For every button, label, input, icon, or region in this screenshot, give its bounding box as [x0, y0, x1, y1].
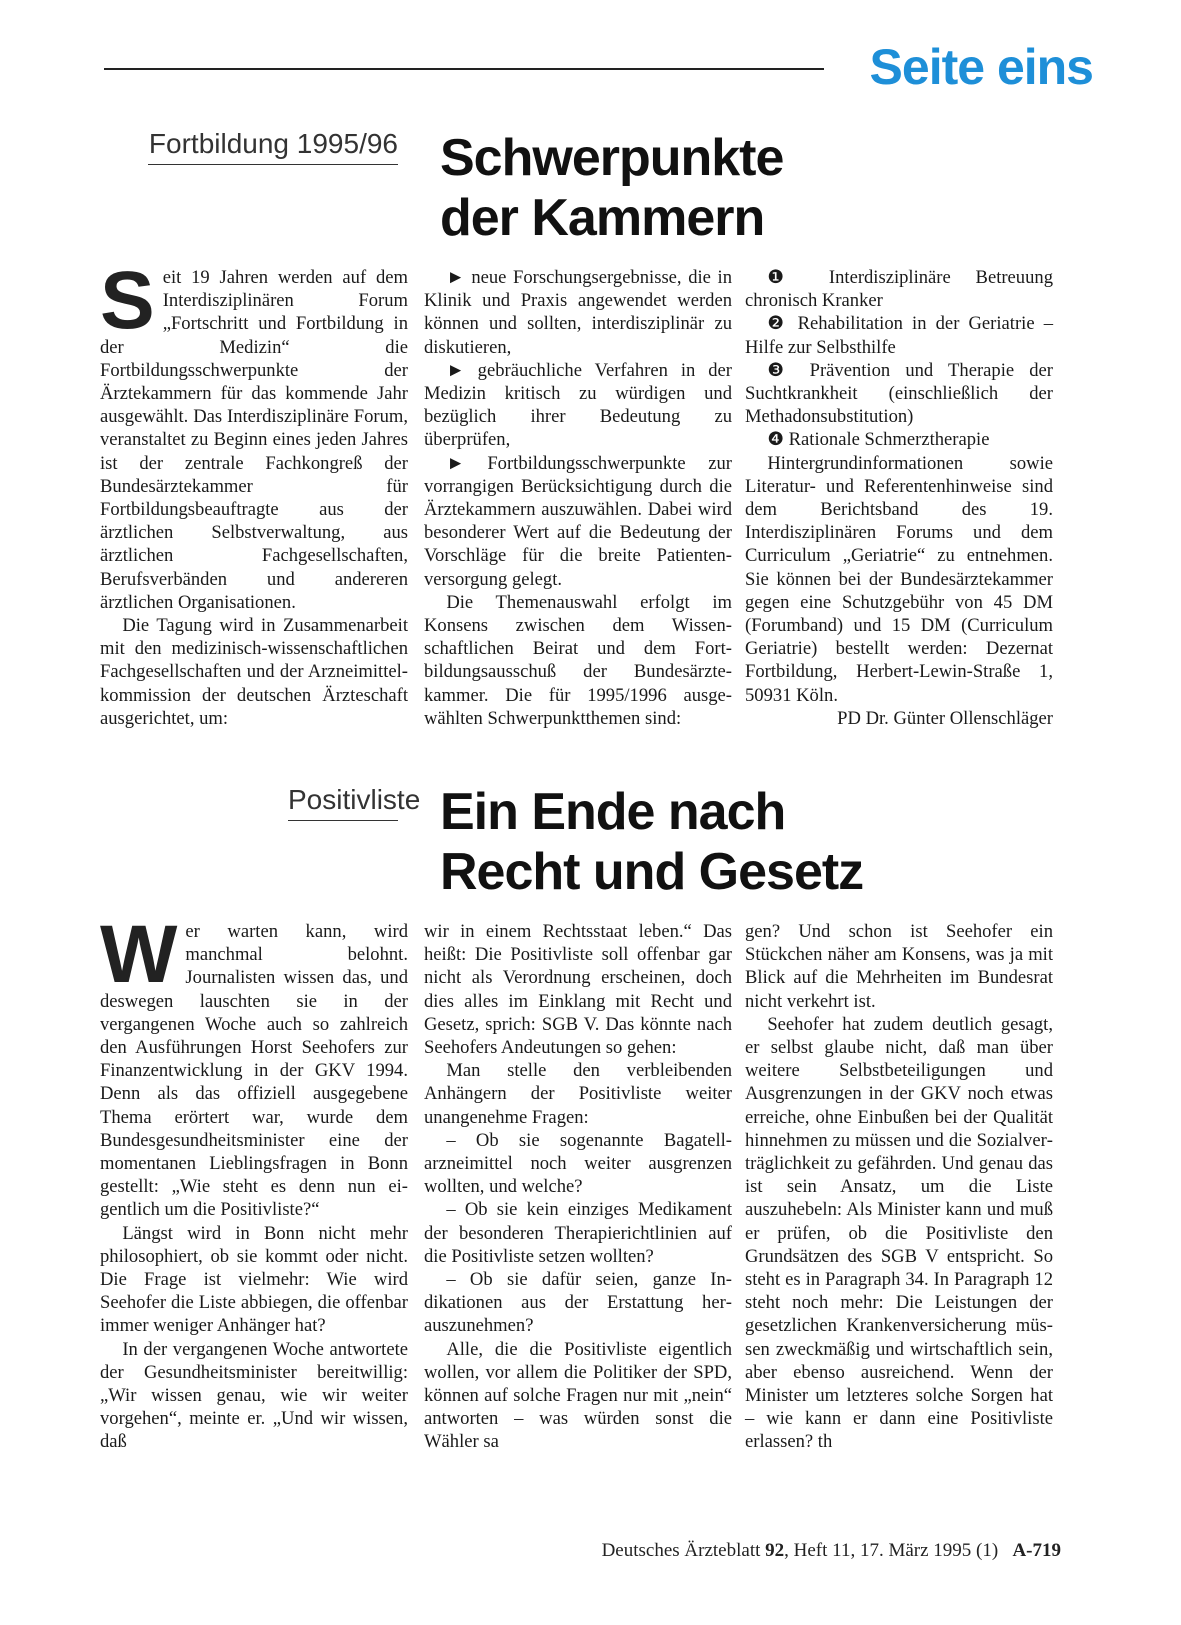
article1-rubric: Fortbildung 1995/96: [148, 128, 398, 165]
page-footer: [602, 1540, 1061, 1562]
article2-headline-line2: Recht und Gesetz: [440, 843, 864, 901]
article1-column-3: [745, 266, 1053, 730]
article1-headline: [440, 128, 783, 248]
article2-headline-line1: Ein Ende nach: [440, 783, 786, 841]
article1-dropcap: S: [100, 255, 155, 346]
article2-question: – Ob sie sogenannte Bagatellarzneimittel noch weiter ausgrenzen wollten, und welche?: [424, 1129, 732, 1198]
article1-bullet: ► Fortbildungsschwerpunkte zur vorrangigen Berücksichtigung durch die Ärztekammern auszuwählen. Dabei wird besonderer Wert auf die Bedeutung der Vorschläge für die breite Patientenversorgung gelegt.: [424, 452, 732, 590]
footer-journal: Deutsches Ärzteblatt: [601, 1540, 761, 1561]
article1-paragraph: Die Tagung wird in Zusammenarbeit mit den medizinisch-wissenschaftlichen Fachgesellschaften und der Arzneimittelkommission der deutschen Ärzteschaft ausgerichtet, um:: [100, 615, 408, 729]
article1-paragraph: Hintergrundinformationen sowie Literatur- und Referentenhinweise sind dem Berichtsband des 19. Interdisziplinären Forums und dem Curriculum „Geriatrie“ zu entnehmen. Sie können bei der Bundesärztekammer gegen eine Schutzgebühr von 45 DM (Forumband) und 15 DM (Curriculum Geriatrie) bestellt werden: Dezernat Fortbildung, Herbert-Lewin-Straße 1, 50931 Köln.: [745, 452, 1053, 706]
article2-paragraph: er warten kann, wird manchmal belohnt. Journalisten wissen das, und deswegen lauschten sie in der vergangenen Woche auch so zahlreich den Ausführungen Horst Seehofers zur Finanzentwicklung in der GKV 1994. Denn als das offiziell ausgegebene Thema erörtert war, wurde dem Bundesgesundheitsminister eine der momentanen Lieblingsfragen in Bonn gestellt: „Wie steht es denn nun eigentlich um die Positivliste?“: [100, 921, 408, 1221]
article1-column-1: [100, 255, 408, 730]
article1-paragraph: eit 19 Jahren werden auf dem Interdisziplinären Forum „Fortschritt und Fortbildung in der Medizin“ die Fortbildungsschwerpunkte der Ärztekammern für das kommende Jahr ausgewählt. Das Interdisziplinäre Forum, veranstaltet zu Beginn eines jeden Jahres ist der zentrale Fachkongreß der Bundesärztekammer für Fortbildungsbeauftragte aus der ärztlichen Selbstverwaltung, aus ärztlichen Fachgesellschaften, Berufsverbänden und andereren ärztlichen Organisationen.: [100, 267, 408, 613]
article1-paragraph: Die Themenauswahl erfolgt im Konsens zwischen dem Wissenschaftlichen Beirat und dem Fortbildungsausschuß der Bundesärztekammer. Die für 1995/1996 ausgewählten Schwerpunktthemen sind:: [424, 591, 732, 729]
article2-question: – Ob sie dafür seien, ganze Indikationen aus der Erstattung herauszunehmen?: [424, 1269, 732, 1337]
article2-paragraph: Alle, die die Positivliste eigentlich wollen, vor allem die Politiker der SPD, können auf solche Fragen nur mit „nein“ antworten – was würden sonst die Wähler sa: [424, 1338, 732, 1453]
article2-paragraph: Längst wird in Bonn nicht mehr philosophiert, ob sie kommt oder nicht. Die Frage ist vielmehr: Wie wird Seehofer die Liste abbiegen, die offenbar immer weniger Anhänger hat?: [100, 1222, 408, 1337]
article2-paragraph: wir in einem Rechtsstaat leben.“ Das heißt: Die Positivliste soll offenbar gar nicht als Verordnung erscheinen, doch dies alles im Einklang mit Recht und Gesetz, sprich: SGB V. Das könnte nach Seehofers Andeutungen so gehen:: [424, 921, 732, 1059]
footer-page-number: A-719: [1012, 1540, 1061, 1561]
article1-topic: ❶ Interdisziplinäre Betreuung chronisch Kranker: [745, 267, 1053, 312]
article1-column-2: [424, 266, 732, 730]
article1-headline-line2: der Kammern: [440, 189, 765, 247]
header-rule: [104, 68, 824, 70]
article2-column-2: [424, 920, 732, 1454]
article1-topic: ❹ Rationale Schmerztherapie: [767, 429, 990, 451]
article1-signature: PD Dr. Günter Ollenschläger: [837, 707, 1053, 729]
section-label: Seite eins: [869, 39, 1093, 95]
article2-column-1: [100, 909, 408, 1454]
footer-issue: , Heft 11, 17. März 1995 (1): [784, 1540, 999, 1561]
article2-rubric: Positivliste: [288, 784, 398, 821]
article2-paragraph: Seehofer hat zudem deutlich gesagt, er selbst glaube nicht, daß man über weitere Selbstbeteiligungen und Ausgrenzungen in der GKV noch etwas erreiche, ohne Einbußen bei der Qualität hinnehmen zu müssen und die Sozialverträglichkeit zu gefährden. Und genau das ist sein Ansatz, um die Liste auszuhebeln: Als Minister kann und muß er prüfen, ob die Positivliste den Grundsätzen des SGB V entspricht. So steht es in Paragraph 34. In Paragraph 12 steht noch mehr: Die Leistungen der gesetzlichen Krankenversicherung müssen zweckmäßig und wirtschaftlich sein, aber ebenso ausreichend. Wenn der Minister um letzteres solche Sorgen hat – wie kann er dann eine Positivliste erlassen? th: [745, 1013, 1053, 1453]
article2-paragraph: Man stelle den verbleibenden Anhängern der Positivliste weiter unangenehme Fragen:: [424, 1060, 732, 1128]
article1-topic: ❷ Rehabilitation in der Geriatrie – Hilfe zur Selbsthilfe: [745, 313, 1053, 358]
article2-question: – Ob sie kein einziges Medikament der besonderen Therapierichtlinien auf die Positivliste setzen wollten?: [424, 1199, 732, 1267]
article2-headline: [440, 782, 863, 902]
article1-topic: ❸ Prävention und Therapie der Suchtkrankheit (einschließlich der Methadonsubstitution): [745, 359, 1053, 428]
article1-headline-line1: Schwerpunkte: [440, 129, 784, 187]
footer-volume: 92: [765, 1540, 785, 1561]
article1-bullet: ► gebräuchliche Verfahren in der Medizin kritisch zu würdigen und bezüglich ihrer Bedeutung zu überprüfen,: [424, 359, 732, 451]
article2-paragraph: gen? Und schon ist Seehofer ein Stückchen näher am Konsens, was ja mit Blick auf die Mehrheiten im Bundesrat nicht verkehrt ist.: [745, 921, 1053, 1012]
article2-paragraph: In der vergangenen Woche antwortete der Gesundheitsminister bereitwillig: „Wir wissen genau, wie wir weiter vorgehen“, meinte er. „Und wir wissen, daß: [100, 1338, 408, 1453]
article1-bullet: ► neue Forschungsergebnisse, die in Klinik und Praxis angewendet werden können und sollten, interdisziplinär zu diskutieren,: [424, 267, 732, 358]
article2-dropcap: W: [100, 909, 178, 1000]
article2-column-3: [745, 920, 1053, 1454]
